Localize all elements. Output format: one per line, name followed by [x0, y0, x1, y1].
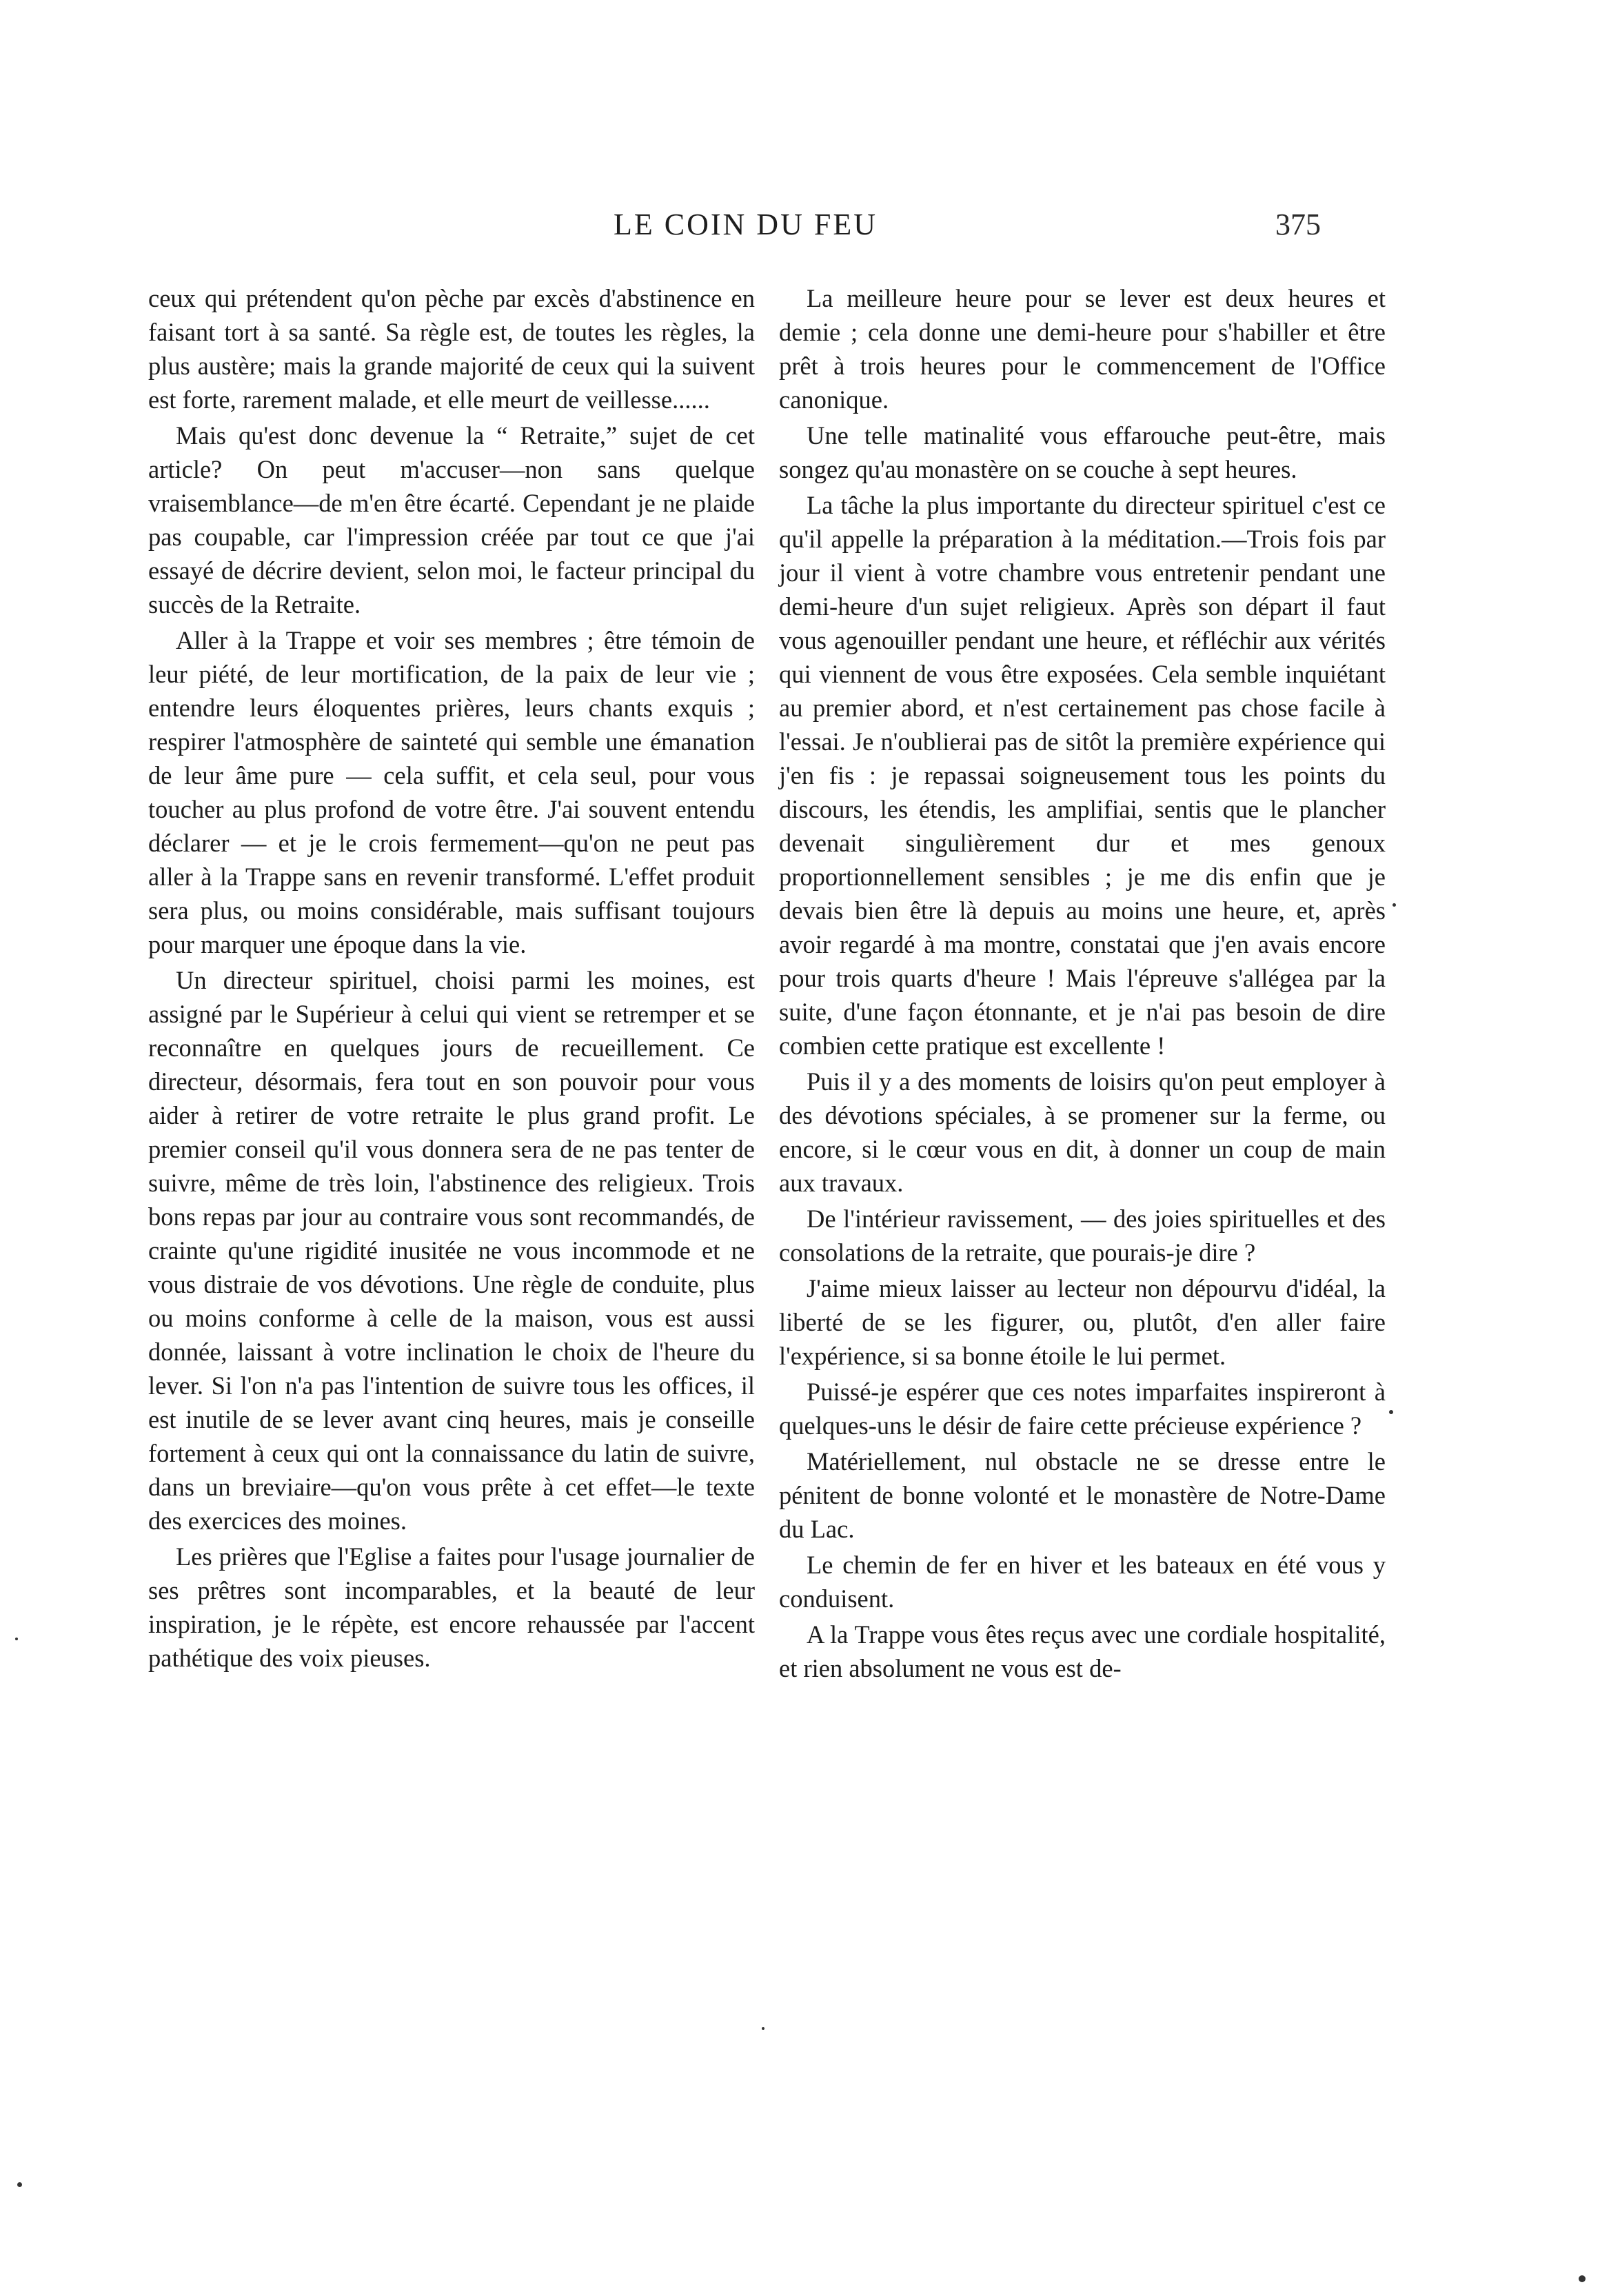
right-column	[779, 281, 1386, 1687]
page-header	[0, 207, 1600, 248]
left-column	[148, 281, 755, 1677]
paragraph: La tâche la plus importante du directeur spirituel c'est ce qu'il appelle la préparation à la méditation.—Trois fois par jour il vient à votre chambre vous entretenir pendant une demi-heure d'un sujet religieux. Après son départ il faut vous agenouiller pendant une heure, et réfléchir aux vérités qui viennent de vous être exposées. Cela semble inquiétant au premier abord, et n'est certainement pas chose facile à l'essai. Je n'oublierai pas de sitôt la première expérience qui j'en fis : je repassai soigneusement tous les points du discours, les étendis, les amplifiai, sentis que le plancher devenait singulièrement dur et mes genoux proportionnellement sensibles ; je me dis enfin que je devais bien être là depuis au moins une heure, et, après avoir regardé à ma montre, constatai que j'en avais encore pour trois quarts d'heure ! Mais l'épreuve s'allégea par la suite, d'une façon étonnante, et je n'ai pas besoin de dire combien cette pratique est excellente !	[779, 491, 1386, 1060]
paragraph: Une telle matinalité vous effarouche peut-être, mais songez qu'au monastère on se couche à sept heures.	[779, 421, 1386, 483]
paragraph: Un directeur spirituel, choisi parmi les moines, est assigné par le Supérieur à celui qui vient se retremper et se reconnaître en quelques jours de recueillement. Ce directeur, désormais, fera tout en son pouvoir pour vous aider à retirer de votre retraite le plus grand profit. Le premier conseil qu'il vous donnera sera de ne pas tenter de suivre, même de très loin, l'abstinence des religieux. Trois bons repas par jour au contraire vous sont recommandés, de crainte qu'une rigidité inusitée ne vous incommode et ne vous distraie de vos dévotions. Une règle de conduite, plus ou moins conforme à celle de la maison, vous est aussi donnée, laissant à votre inclination le choix de l'heure du lever. Si l'on n'a pas l'intention de suivre tous les offices, il est inutile de se lever avant cinq heures, mais je conseille fortement à ceux qui ont la connaissance du latin de suivre, dans un breviaire—qu'on vous prête à cet effet—le texte des exercices des moines.	[148, 966, 755, 1535]
paragraph: Puis il y a des moments de loisirs qu'on peut employer à des dévotions spéciales, à se promener sur la ferme, ou encore, si le cœur vous en dit, à donner un coup de main aux travaux.	[779, 1067, 1386, 1197]
paragraph: J'aime mieux laisser au lecteur non dépourvu d'idéal, la liberté de se les figurer, ou, plutôt, d'en aller faire l'expérience, si sa bonne étoile le lui permet.	[779, 1274, 1386, 1370]
scan-speck	[15, 1638, 18, 1640]
paragraph: A la Trappe vous êtes reçus avec une cordiale hospitalité, et rien absolument ne vous est de-	[779, 1620, 1386, 1682]
running-title: LE COIN DU FEU	[614, 208, 878, 241]
paragraph: Aller à la Trappe et voir ses membres ; être témoin de leur piété, de leur mortification, de la paix de leur vie ; entendre leurs éloquentes prières, leurs chants exquis ; respirer l'atmosphère de sainteté qui semble une émanation de leur âme pure — cela suffit, et cela seul, pour vous toucher au plus profond de votre être. J'ai souvent entendu déclarer — et je le crois fermement—qu'on ne peut pas aller à la Trappe sans en revenir transformé. L'effet produit sera plus, ou moins considérable, mais suffisant toujours pour marquer une époque dans la vie.	[148, 626, 755, 958]
paragraph: ceux qui prétendent qu'on pèche par excès d'abstinence en faisant tort à sa santé. Sa règle est, de toutes les règles, la plus austère; mais la grande majorité de ceux qui la suivent est forte, rarement malade, et elle meurt de veillesse......	[148, 284, 755, 414]
paragraph: De l'intérieur ravissement, — des joies spirituelles et des consolations de la retraite, que pourais-je dire ?	[779, 1205, 1386, 1267]
paragraph: Mais qu'est donc devenue la “ Retraite,” sujet de cet article? On peut m'accuser—non sans quelque vraisemblance—de m'en être écarté. Cependant je ne plaide pas coupable, car l'impression créée par tout ce que j'ai essayé de décrire devient, selon moi, le facteur principal du succès de la Retraite.	[148, 421, 755, 618]
paragraph: Les prières que l'Eglise a faites pour l'usage journalier de ses prêtres sont incomparables, et la beauté de leur inspiration, je le répète, est encore rehaussée par l'accent pathétique des voix pieuses.	[148, 1542, 755, 1672]
scan-speck	[762, 2027, 764, 2030]
scan-speck	[1389, 1410, 1393, 1414]
scan-speck	[1579, 2275, 1586, 2282]
paragraph: Puissé-je espérer que ces notes imparfaites inspireront à quelques-uns le désir de faire cette précieuse expérience ?	[779, 1378, 1386, 1440]
paragraph: Matériellement, nul obstacle ne se dresse entre le pénitent de bonne volonté et le monastère de Notre-Dame du Lac.	[779, 1447, 1386, 1543]
paragraph: La meilleure heure pour se lever est deux heures et demie ; cela donne une demi-heure pour s'habiller et être prêt à trois heures pour le commencement de l'Office canonique.	[779, 284, 1386, 414]
scan-speck	[17, 2182, 22, 2187]
paragraph: Le chemin de fer en hiver et les bateaux en été vous y conduisent.	[779, 1551, 1386, 1613]
page-number: 375	[1275, 208, 1321, 241]
scan-speck	[1393, 903, 1396, 907]
